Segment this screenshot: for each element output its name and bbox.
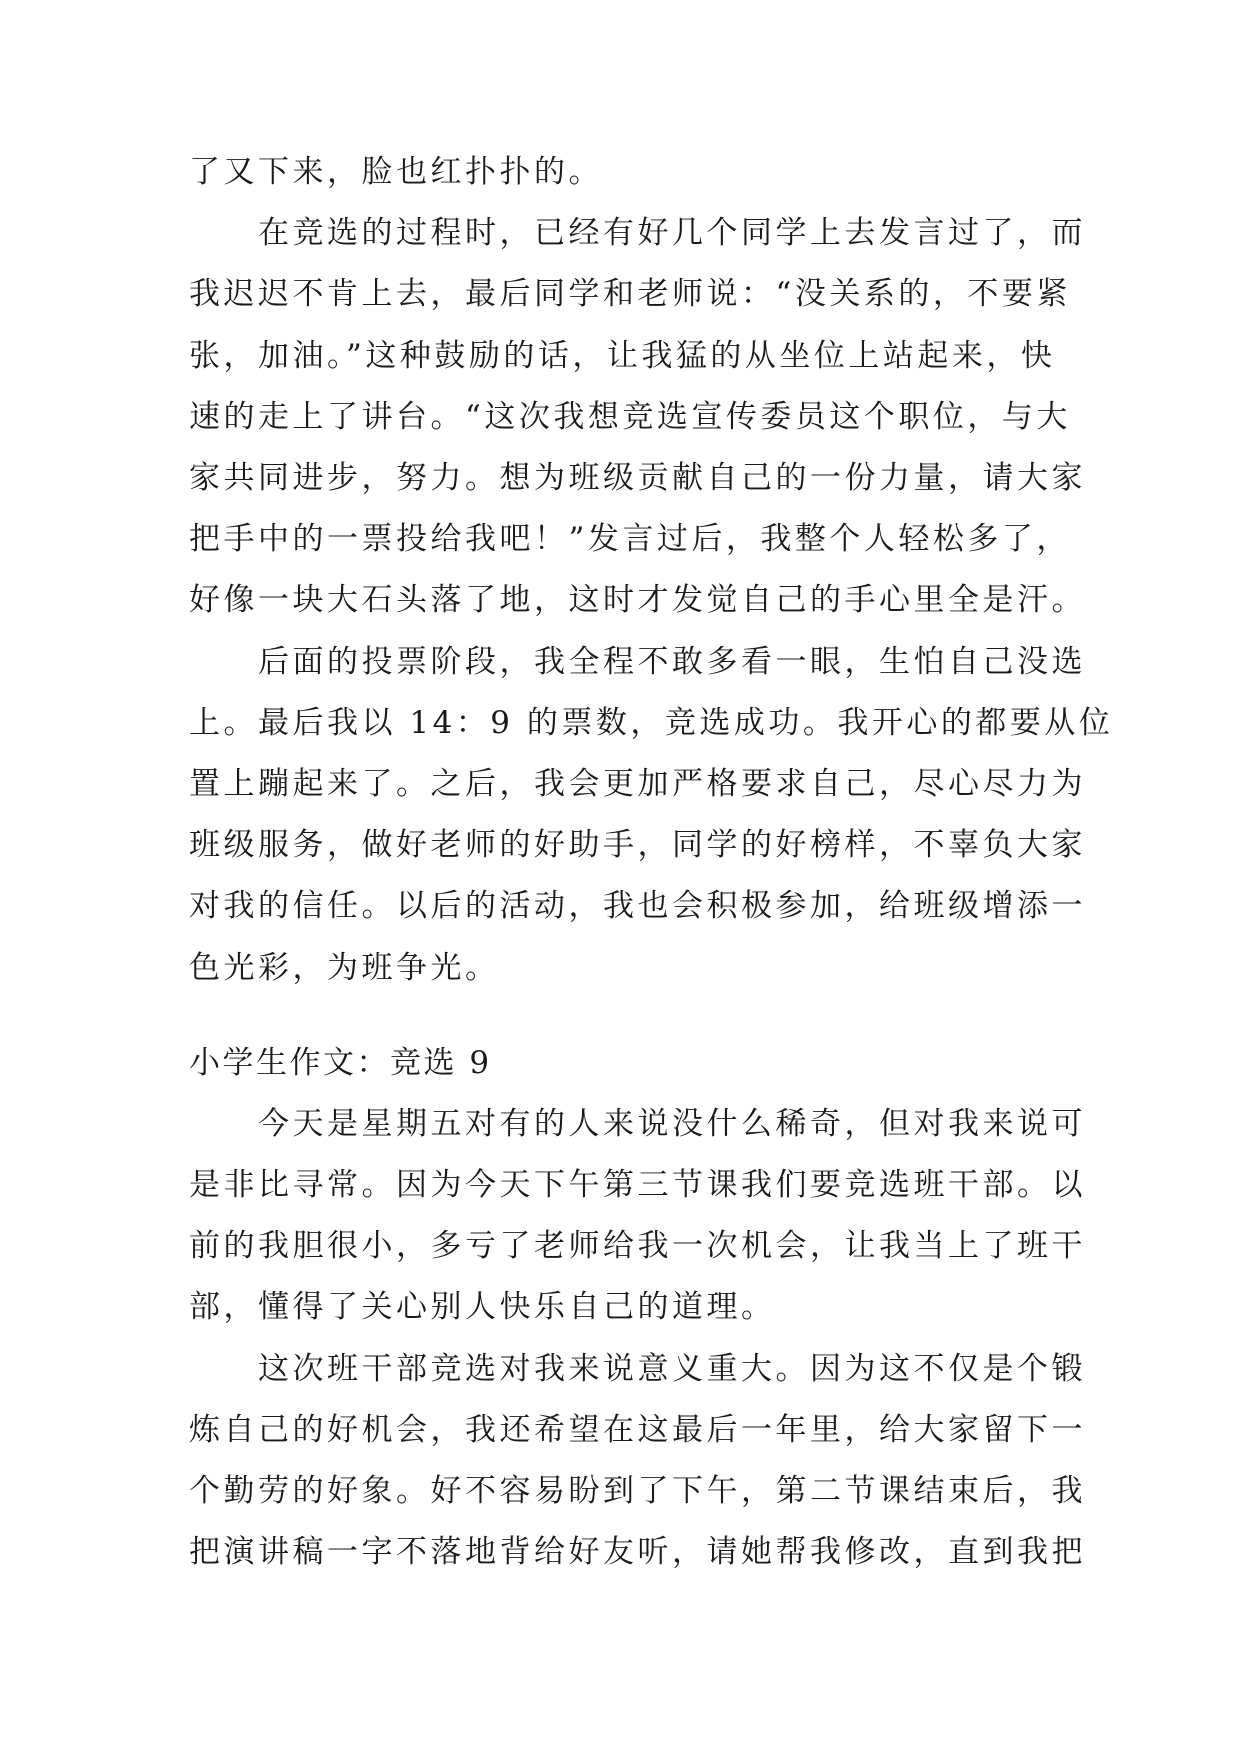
text-line: 后面的投票阶段，我全程不敢多看一眼，生怕自己没选 xyxy=(189,644,1086,680)
text-line: 部，懂得了关心别人快乐自己的道理。 xyxy=(189,1289,776,1325)
text-line: 上。最后我以 14：9 的票数，竞选成功。我开心的都要从位 xyxy=(189,705,1114,741)
text-line: 置上蹦起来了。之后，我会更加严格要求自己，尽心尽力为 xyxy=(189,766,1086,802)
text-line: 在竞选的过程时，已经有好几个同学上去发言过了，而 xyxy=(189,215,1086,251)
text-line: 是非比寻常。因为今天下午第三节课我们要竞选班干部。以 xyxy=(189,1167,1086,1203)
text-line: 速的走上了讲台。“这次我想竞选宣传委员这个职位，与大 xyxy=(189,399,1071,435)
text-line: 这次班干部竞选对我来说意义重大。因为这不仅是个锻 xyxy=(189,1351,1086,1387)
text-line: 前的我胆很小，多亏了老师给我一次机会，让我当上了班干 xyxy=(189,1228,1086,1264)
text-line: 把演讲稿一字不落地背给好友听，请她帮我修改，直到我把 xyxy=(189,1534,1086,1570)
essay-heading: 小学生作文：竞选 9 xyxy=(189,1045,492,1081)
text-line: 好像一块大石头落了地，这时才发觉自己的手心里全是汗。 xyxy=(189,582,1086,618)
text-line: 个勤劳的好象。好不容易盼到了下午，第二节课结束后，我 xyxy=(189,1473,1086,1509)
text-line: 色光彩，为班争光。 xyxy=(189,950,500,986)
text-line: 家共同进步，努力。想为班级贡献自己的一份力量，请大家 xyxy=(189,460,1086,496)
text-line: 把手中的一票投给我吧！”发言过后，我整个人轻松多了， xyxy=(189,521,1071,557)
text-line: 了又下来，脸也红扑扑的。 xyxy=(189,154,603,190)
text-line: 张，加油。”这种鼓励的话，让我猛的从坐位上站起来，快 xyxy=(189,338,1056,374)
text-line: 今天是星期五对有的人来说没什么稀奇，但对我来说可 xyxy=(189,1106,1086,1142)
text-line: 炼自己的好机会，我还希望在这最后一年里，给大家留下一 xyxy=(189,1412,1086,1448)
text-line: 班级服务，做好老师的好助手，同学的好榜样，不辜负大家 xyxy=(189,827,1086,863)
text-line: 对我的信任。以后的活动，我也会积极参加，给班级增添一 xyxy=(189,888,1086,924)
text-line: 我迟迟不肯上去，最后同学和老师说：“没关系的，不要紧 xyxy=(189,276,1071,312)
